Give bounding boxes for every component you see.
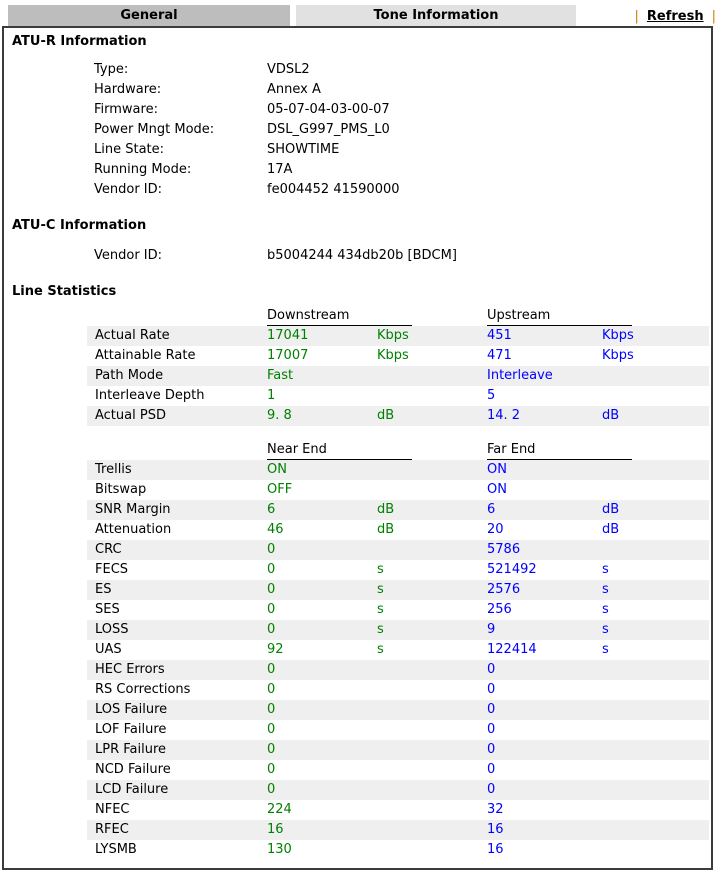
separator-pipe: | (634, 9, 639, 24)
atuc-info-block (4, 246, 711, 266)
far-end-value: 5786 (487, 542, 521, 557)
upstream-value: 14. 2 (487, 408, 521, 423)
status-content-box (2, 26, 713, 870)
near-end-unit (377, 840, 487, 860)
info-value: SHOWTIME (267, 142, 340, 157)
stat-label: LYSMB (95, 842, 137, 857)
far-end-unit: s (602, 622, 609, 637)
near-end-value: 0 (267, 602, 276, 617)
stat-label: LOS Failure (95, 702, 168, 717)
table-row (87, 680, 709, 700)
downstream-column-header: Downstream (267, 306, 487, 326)
far-end-value: 0 (487, 762, 496, 777)
info-label: Vendor ID: (94, 248, 163, 263)
stat-label: Actual Rate (95, 328, 170, 343)
end-table-header-row (87, 438, 709, 460)
info-value: fe004452 41590000 (267, 182, 400, 197)
near-end-value: 6 (267, 502, 276, 517)
near-end-value: 0 (267, 682, 276, 697)
far-end-unit: s (602, 642, 609, 657)
info-value: 17A (267, 162, 293, 177)
info-row (94, 80, 711, 100)
near-end-value: 0 (267, 582, 276, 597)
refresh-area (635, 9, 717, 24)
atur-section-title: ATU-R Information (12, 34, 147, 49)
downstream-value: 17007 (267, 348, 309, 363)
near-end-value: 0 (267, 782, 276, 797)
table-row (87, 500, 709, 520)
info-row (94, 60, 711, 80)
far-end-value: 32 (487, 802, 504, 817)
table-row (87, 700, 709, 720)
near-end-value: ON (267, 462, 287, 477)
downstream-unit: Kbps (377, 328, 409, 343)
info-label: Hardware: (94, 82, 162, 97)
far-end-unit: dB (602, 522, 620, 537)
stat-label: UAS (95, 642, 122, 657)
near-end-unit: dB (377, 502, 395, 517)
far-end-value: 256 (487, 602, 512, 617)
near-end-unit (377, 800, 487, 820)
stat-label: Bitswap (95, 482, 147, 497)
near-end-unit: s (377, 622, 384, 637)
far-end-unit (602, 680, 709, 700)
near-end-unit: s (377, 602, 384, 617)
downstream-unit: dB (377, 408, 395, 423)
table-row (87, 640, 709, 660)
far-end-unit (602, 780, 709, 800)
downstream-value: Fast (267, 368, 294, 383)
near-end-value: 0 (267, 542, 276, 557)
stat-label: CRC (95, 542, 122, 557)
rate-table-header-row (87, 304, 709, 326)
far-end-unit (602, 720, 709, 740)
far-end-value: ON (487, 462, 507, 477)
near-end-unit: s (377, 582, 384, 597)
far-end-unit (602, 660, 709, 680)
table-row (87, 820, 709, 840)
near-end-value: 92 (267, 642, 284, 657)
stat-label: HEC Errors (95, 662, 165, 677)
downstream-value: 17041 (267, 328, 309, 343)
far-end-value: 6 (487, 502, 496, 517)
near-end-value: 130 (267, 842, 292, 857)
near-end-unit: s (377, 562, 384, 577)
stat-label: Actual PSD (95, 408, 166, 423)
upstream-value: Interleave (487, 368, 553, 383)
near-end-unit (377, 780, 487, 800)
upstream-unit: Kbps (602, 328, 634, 343)
table-row (87, 346, 709, 366)
near-end-unit (377, 700, 487, 720)
stat-label: SNR Margin (95, 502, 171, 517)
near-end-value: 0 (267, 742, 276, 757)
table-row (87, 480, 709, 500)
stat-label: SES (95, 602, 120, 617)
info-value: DSL_G997_PMS_L0 (267, 122, 390, 137)
stat-label: LOSS (95, 622, 129, 637)
near-end-unit (377, 740, 487, 760)
near-end-unit (377, 680, 487, 700)
stat-label: Interleave Depth (95, 388, 205, 403)
near-end-unit (377, 760, 487, 780)
upstream-unit: dB (602, 408, 620, 423)
info-row (94, 246, 711, 266)
table-row (87, 600, 709, 620)
info-label: Type: (94, 62, 129, 77)
upstream-unit (602, 366, 709, 386)
near-end-value: 0 (267, 562, 276, 577)
table-row (87, 660, 709, 680)
stat-label: NFEC (95, 802, 130, 817)
stat-label: LPR Failure (95, 742, 167, 757)
near-end-value: 16 (267, 822, 284, 837)
refresh-link[interactable]: Refresh (646, 9, 704, 24)
far-end-unit (602, 760, 709, 780)
near-end-unit (377, 720, 487, 740)
atuc-section-title: ATU-C Information (12, 218, 147, 233)
upstream-value: 471 (487, 348, 512, 363)
near-end-unit (377, 460, 487, 480)
downstream-value: 9. 8 (267, 408, 292, 423)
info-value: 05-07-04-03-00-07 (267, 102, 390, 117)
far-end-unit (602, 700, 709, 720)
far-end-unit (602, 800, 709, 820)
near-end-value: 0 (267, 702, 276, 717)
table-row (87, 800, 709, 820)
upstream-unit (602, 386, 709, 406)
stat-label: Path Mode (95, 368, 164, 383)
info-label: Running Mode: (94, 162, 192, 177)
table-row (87, 760, 709, 780)
info-label: Firmware: (94, 102, 158, 117)
far-end-value: 16 (487, 842, 504, 857)
table-row (87, 620, 709, 640)
near-end-unit (377, 540, 487, 560)
table-row (87, 460, 709, 480)
table-row (87, 326, 709, 346)
near-end-unit: s (377, 642, 384, 657)
separator-pipe: | (711, 9, 716, 24)
far-end-value: 0 (487, 722, 496, 737)
far-end-unit (602, 460, 709, 480)
info-label: Power Mngt Mode: (94, 122, 215, 137)
far-end-value: ON (487, 482, 507, 497)
downstream-value: 1 (267, 388, 276, 403)
near-end-value: 0 (267, 722, 276, 737)
far-end-unit (602, 820, 709, 840)
upstream-value: 5 (487, 388, 496, 403)
stat-label: RS Corrections (95, 682, 191, 697)
near-end-value: 224 (267, 802, 292, 817)
table-row (87, 840, 709, 860)
atur-info-block (4, 60, 711, 200)
near-end-unit: dB (377, 522, 395, 537)
table-row (87, 560, 709, 580)
far-end-unit (602, 840, 709, 860)
far-end-value: 521492 (487, 562, 537, 577)
info-row (94, 160, 711, 180)
downstream-unit (377, 386, 487, 406)
near-end-column-header: Near End (267, 440, 487, 460)
near-end-unit (377, 480, 487, 500)
far-end-value: 16 (487, 822, 504, 837)
far-end-value: 122414 (487, 642, 537, 657)
far-end-value: 20 (487, 522, 504, 537)
table-row (87, 366, 709, 386)
end-table (4, 460, 711, 860)
near-end-value: 46 (267, 522, 284, 537)
info-label: Vendor ID: (94, 182, 163, 197)
line-statistics-section-title: Line Statistics (12, 284, 117, 299)
upstream-unit: Kbps (602, 348, 634, 363)
stat-label: FECS (95, 562, 129, 577)
info-row (94, 140, 711, 160)
upstream-value: 451 (487, 328, 512, 343)
stat-label: ES (95, 582, 112, 597)
far-end-unit: s (602, 582, 609, 597)
near-end-unit (377, 820, 487, 840)
far-end-value: 0 (487, 742, 496, 757)
stat-label: NCD Failure (95, 762, 171, 777)
downstream-unit: Kbps (377, 348, 409, 363)
info-row (94, 100, 711, 120)
info-value: Annex A (267, 82, 321, 97)
table-row (87, 540, 709, 560)
tab-tone-information[interactable]: Tone Information (296, 5, 576, 26)
stat-label: Attainable Rate (95, 348, 196, 363)
table-row (87, 406, 709, 426)
table-row (87, 740, 709, 760)
table-row (87, 520, 709, 540)
far-end-value: 0 (487, 782, 496, 797)
table-row (87, 386, 709, 406)
tab-general[interactable]: General (8, 5, 290, 26)
stat-label: RFEC (95, 822, 129, 837)
info-label: Line State: (94, 142, 165, 157)
far-end-value: 9 (487, 622, 496, 637)
near-end-value: 0 (267, 762, 276, 777)
far-end-value: 0 (487, 662, 496, 677)
stat-label: Attenuation (95, 522, 172, 537)
far-end-value: 2576 (487, 582, 521, 597)
far-end-value: 0 (487, 702, 496, 717)
downstream-unit (377, 366, 487, 386)
info-row (94, 180, 711, 200)
far-end-unit: s (602, 602, 609, 617)
far-end-value: 0 (487, 682, 496, 697)
far-end-unit (602, 740, 709, 760)
near-end-unit (377, 660, 487, 680)
table-row (87, 780, 709, 800)
stat-label: LOF Failure (95, 722, 167, 737)
near-end-value: 0 (267, 662, 276, 677)
tab-bar (0, 0, 726, 26)
far-end-unit (602, 480, 709, 500)
info-row (94, 120, 711, 140)
rate-table (4, 326, 711, 426)
upstream-column-header: Upstream (487, 306, 707, 326)
info-value: VDSL2 (267, 62, 310, 77)
far-end-unit (602, 540, 709, 560)
far-end-unit: dB (602, 502, 620, 517)
near-end-value: OFF (267, 482, 293, 497)
stat-label: Trellis (95, 462, 132, 477)
info-value: b5004244 434db20b [BDCM] (267, 248, 457, 263)
table-row (87, 720, 709, 740)
far-end-column-header: Far End (487, 440, 707, 460)
far-end-unit: s (602, 562, 609, 577)
near-end-value: 0 (267, 622, 276, 637)
table-row (87, 580, 709, 600)
stat-label: LCD Failure (95, 782, 169, 797)
